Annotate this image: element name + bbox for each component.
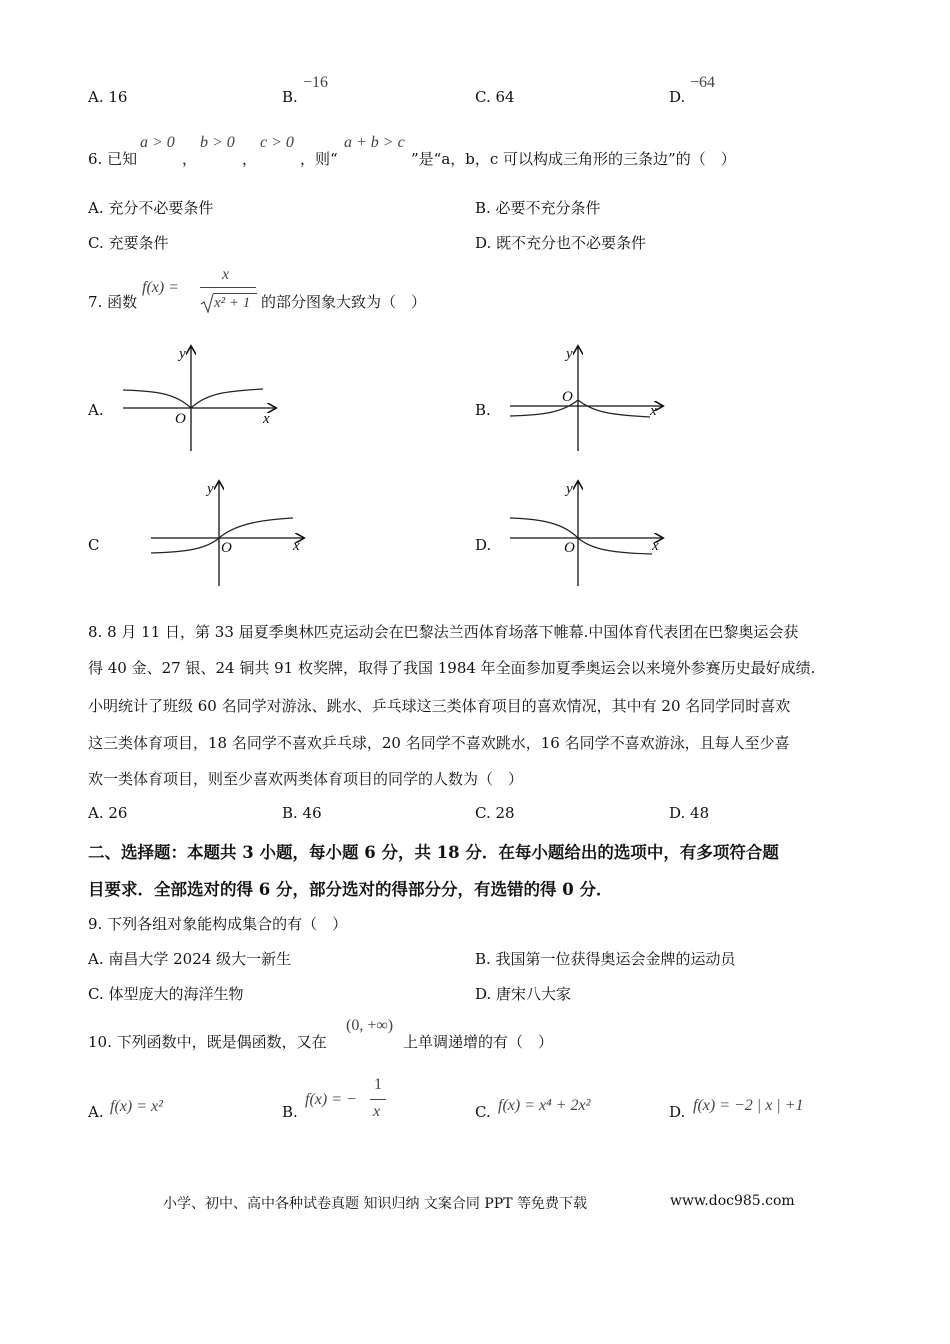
q6-option-d: D. 既不充分也不必要条件	[475, 234, 647, 252]
graph-c-origin: O	[221, 540, 232, 556]
q6-cond-b: b > 0	[200, 134, 235, 151]
q7-fraction-bar	[200, 287, 256, 288]
q9-option-b: B. 我国第一位获得奥运会金牌的运动员	[475, 950, 736, 968]
q8-line-2: 得 40 金、27 银、24 铜共 91 枚奖牌，取得了我国 1984 年全面参加夏季奥运会以来境外参赛历史最好成绩.	[88, 659, 816, 677]
q8-option-d: D. 48	[669, 804, 710, 822]
q7-graph-a	[115, 343, 285, 455]
graph-d-y: y	[566, 481, 573, 497]
graph-a-origin: O	[175, 411, 186, 427]
q10-option-b-denominator: x	[373, 1103, 381, 1120]
q10-option-b-fraction-bar	[370, 1099, 386, 1100]
q8-option-b: B. 46	[282, 804, 322, 822]
section-2-heading-line-1: 二、选择题：本题共 3 小题，每小题 6 分，共 18 分．在每小题给出的选项中，有多项符合题	[88, 843, 779, 862]
q5-option-d-label: D.	[669, 88, 686, 106]
q10-stem-b: 上单调递增的有（ ）	[403, 1033, 554, 1051]
q9-stem: 9. 下列各组对象能构成集合的有（ ）	[88, 915, 348, 933]
q7-graph-c-label: C	[88, 536, 100, 554]
q10-option-c-label: C.	[475, 1103, 491, 1121]
graph-b-y: y	[566, 346, 573, 362]
q6-cond-c: c > 0	[260, 134, 294, 151]
q7-graph-b-label: B.	[475, 401, 491, 419]
q10-option-b-math: f(x) = −	[305, 1091, 357, 1108]
q7-sqrt-icon	[200, 292, 214, 314]
q10-option-c-math: f(x) = x⁴ + 2x²	[498, 1097, 591, 1114]
q6-rest: ”是“a，b，c 可以构成三角形的三条边”的（ ）	[411, 150, 736, 168]
q7-rest: 的部分图象大致为（ ）	[261, 293, 427, 311]
q8-line-4: 这三类体育项目，18 名同学不喜欢乒乓球，20 名同学不喜欢跳水，16 名同学不喜欢游泳，且每人至少喜	[88, 734, 790, 752]
q8-line-1: 8. 8 月 11 日，第 33 届夏季奥林匹克运动会在巴黎法兰西体育场落下帷幕.中国体育代表团在巴黎奥运会获	[88, 623, 799, 641]
q7-sqrt-bar	[213, 293, 257, 294]
q7-graph-c	[143, 478, 313, 590]
q10-stem-a: 10. 下列函数中，既是偶函数，又在	[88, 1033, 327, 1051]
q6-option-a: A. 充分不必要条件	[88, 199, 214, 217]
q7-graph-b	[502, 343, 672, 455]
q5-option-d-value: −64	[690, 74, 716, 91]
graph-d-x: x	[652, 538, 659, 554]
q5-option-b-label: B.	[282, 88, 298, 106]
q7-graph-d-label: D.	[475, 536, 492, 554]
q5-option-b-value: −16	[303, 74, 329, 91]
q5-option-a: A. 16	[88, 88, 128, 106]
graph-c-y: y	[207, 481, 214, 497]
section-2-heading-line-2: 目要求．全部选对的得 6 分，部分选对的得部分分，有选错的得 0 分．	[88, 880, 613, 899]
footer-text: 小学、初中、高中各种试卷真题 知识归纳 文案合同 PPT 等免费下载	[163, 1196, 587, 1212]
q7-denominator: x² + 1	[214, 295, 251, 311]
q9-option-d: D. 唐宋八大家	[475, 985, 572, 1003]
graph-b-x: x	[650, 403, 657, 419]
q8-line-3: 小明统计了班级 60 名同学对游泳、跳水、乒乓球这三类体育项目的喜欢情况，其中有 20 名同学同时喜欢	[88, 697, 791, 715]
q10-option-d-label: D.	[669, 1103, 686, 1121]
q5-option-c: C. 64	[475, 88, 515, 106]
graph-a-y: y	[179, 346, 186, 362]
q10-option-b-label: B.	[282, 1103, 298, 1121]
q6-option-b: B. 必要不充分条件	[475, 199, 601, 217]
q10-option-d-math: f(x) = −2 | x | +1	[693, 1097, 804, 1114]
q10-option-a-math: f(x) = x²	[110, 1098, 163, 1115]
q10-option-a-label: A.	[88, 1103, 104, 1121]
q9-option-c: C. 体型庞大的海洋生物	[88, 985, 244, 1003]
q7-graph-a-label: A.	[88, 401, 104, 419]
q10-interval: (0, +∞)	[346, 1017, 394, 1034]
footer-url[interactable]: www.doc985.com	[670, 1193, 795, 1209]
graph-a-x: x	[263, 411, 270, 427]
graph-d-origin: O	[564, 540, 575, 556]
graph-b-origin: O	[562, 389, 573, 405]
q6-cond-sum: a + b > c	[344, 134, 405, 151]
q7-numerator: x	[222, 266, 230, 283]
q7-func: f(x) =	[142, 279, 179, 296]
q6-number: 6. 已知	[88, 150, 138, 168]
q6-comma-1: ，	[182, 150, 198, 168]
q7-number: 7. 函数	[88, 293, 138, 311]
q6-comma-2: ，	[242, 150, 258, 168]
q7-graph-d	[502, 478, 672, 590]
graph-c-x: x	[293, 538, 300, 554]
q6-option-c: C. 充要条件	[88, 234, 169, 252]
q8-option-c: C. 28	[475, 804, 515, 822]
q10-option-b-numerator: 1	[374, 1076, 382, 1093]
q6-then: ，则“	[300, 150, 338, 168]
q8-line-5: 欢一类体育项目，则至少喜欢两类体育项目的同学的人数为（ ）	[88, 770, 524, 788]
q8-option-a: A. 26	[88, 804, 128, 822]
q9-option-a: A. 南昌大学 2024 级大一新生	[88, 950, 292, 968]
q6-cond-a: a > 0	[140, 134, 175, 151]
